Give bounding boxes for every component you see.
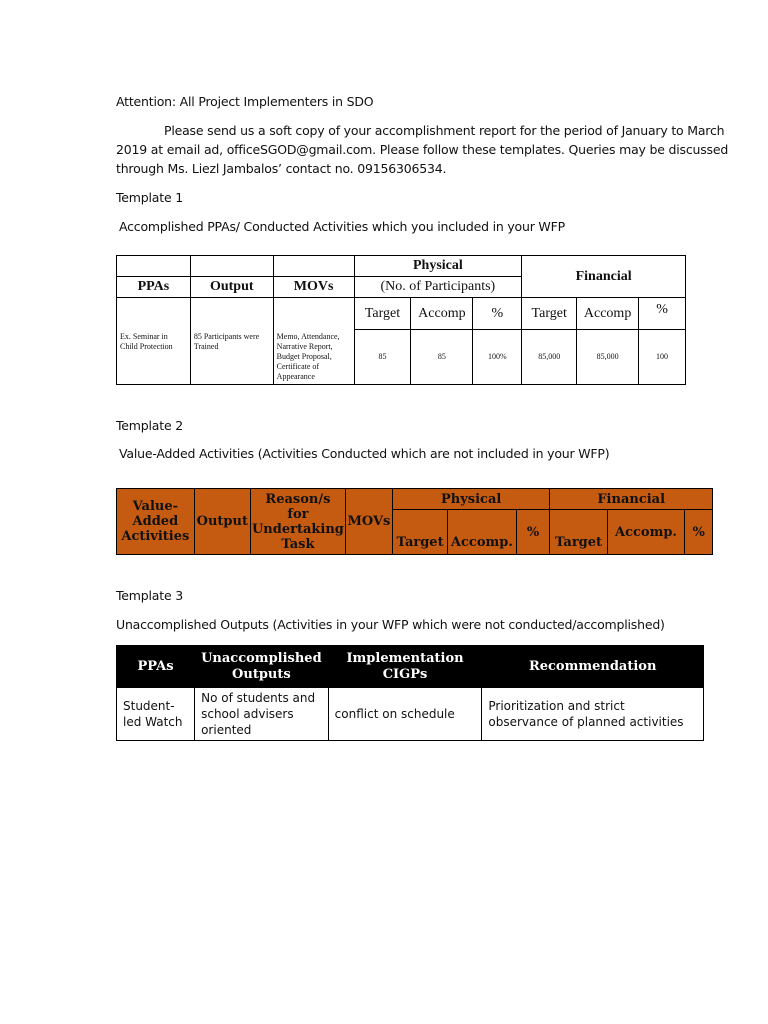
blank-cell (273, 298, 354, 330)
header-text-line: Value- (132, 499, 179, 514)
row-cigps: conflict on schedule (328, 688, 482, 741)
header-phys-accomp: Accomp (411, 298, 473, 330)
row-phys-accomp: 85 (411, 330, 473, 385)
header-recommendation: Recommendation (482, 646, 704, 688)
header-phys-target: Target (392, 510, 447, 555)
header-phys-target: Target (354, 298, 411, 330)
template2-table (116, 488, 713, 555)
header-movs: MOVs (273, 277, 354, 298)
row-phys-target: 85 (354, 330, 411, 385)
header-implementation-cigps: Implementation CIGPs (328, 646, 482, 688)
row-fin-accomp: 85,000 (577, 330, 639, 385)
header-movs: MOVs (345, 489, 392, 555)
blank-cell (117, 298, 191, 330)
row-movs (273, 330, 354, 385)
header-value-added (117, 489, 195, 555)
template2-heading: Template 2 (116, 418, 183, 433)
mov-line: Narrative Report, (276, 341, 333, 351)
row-ppa: Ex. Seminar in Child Protection (117, 330, 191, 385)
mov-line: Appearance (276, 371, 315, 381)
header-phys-pct: % (473, 298, 522, 330)
blank-cell (190, 298, 273, 330)
header-text-line: Reason/s (265, 491, 331, 507)
template1-heading: Template 1 (116, 190, 183, 205)
header-blank (273, 256, 354, 277)
header-participants: (No. of Participants) (354, 277, 522, 298)
template3-heading: Template 3 (116, 588, 183, 603)
row-outputs: No of students and school advisers oriented (195, 688, 329, 741)
header-text-line: Undertaking (251, 521, 344, 537)
header-physical: Physical (392, 489, 549, 510)
header-fin-accomp: Accomp. (607, 510, 685, 555)
header-reason (250, 489, 345, 555)
header-fin-target: Target (550, 510, 607, 555)
mov-line: Budget Proposal, (276, 351, 332, 361)
row-phys-pct: 100% (473, 330, 522, 385)
header-physical: Physical (354, 256, 522, 277)
header-fin-target: Target (522, 298, 577, 330)
header-blank (190, 256, 273, 277)
header-text-line: Task (281, 536, 315, 552)
row-output: 85 Participants were Trained (190, 330, 273, 385)
header-phys-pct: % (516, 510, 550, 555)
body-line-1: Please send us a soft copy of your accomplishment report for the period of January to March (164, 123, 725, 138)
header-output: Output (190, 277, 273, 298)
row-fin-pct: 100 (639, 330, 686, 385)
mov-line: Memo, Attendance, (276, 331, 340, 341)
header-text-line: Activities (121, 529, 190, 544)
header-financial: Financial (522, 256, 686, 298)
row-ppa: Student-led Watch (117, 688, 195, 741)
header-ppas: PPAs (117, 646, 195, 688)
header-phys-accomp: Accomp. (448, 510, 517, 555)
template1-table (116, 255, 686, 385)
header-output: Output (194, 489, 250, 555)
header-fin-pct: % (685, 510, 713, 555)
header-blank (117, 256, 191, 277)
attention-line: Attention: All Project Implementers in SDO (116, 94, 374, 109)
template2-subtitle: Value-Added Activities (Activities Conducted which are not included in your WFP) (119, 446, 610, 461)
row-fin-target: 85,000 (522, 330, 577, 385)
row-recommendation: Prioritization and strict observance of planned activities (482, 688, 704, 741)
header-text-line: Added (132, 514, 179, 529)
header-fin-pct: % (639, 298, 686, 330)
template1-subtitle: Accomplished PPAs/ Conducted Activities which you included in your WFP (119, 219, 565, 234)
body-line-3: through Ms. Liezl Jambalos’ contact no. 09156306534. (116, 161, 447, 176)
template3-table (116, 645, 704, 741)
template3-subtitle: Unaccomplished Outputs (Activities in your WFP which were not conducted/accomplished) (116, 617, 665, 632)
body-line-2: 2019 at email ad, officeSGOD@gmail.com. Please follow these templates. Queries may be discussed (116, 142, 729, 157)
header-financial: Financial (550, 489, 713, 510)
header-text-line: for (287, 506, 309, 522)
mov-line: Certificate of (276, 361, 320, 371)
header-ppas: PPAs (117, 277, 191, 298)
header-unaccomplished-outputs: Unaccomplished Outputs (195, 646, 329, 688)
header-fin-accomp: Accomp (577, 298, 639, 330)
